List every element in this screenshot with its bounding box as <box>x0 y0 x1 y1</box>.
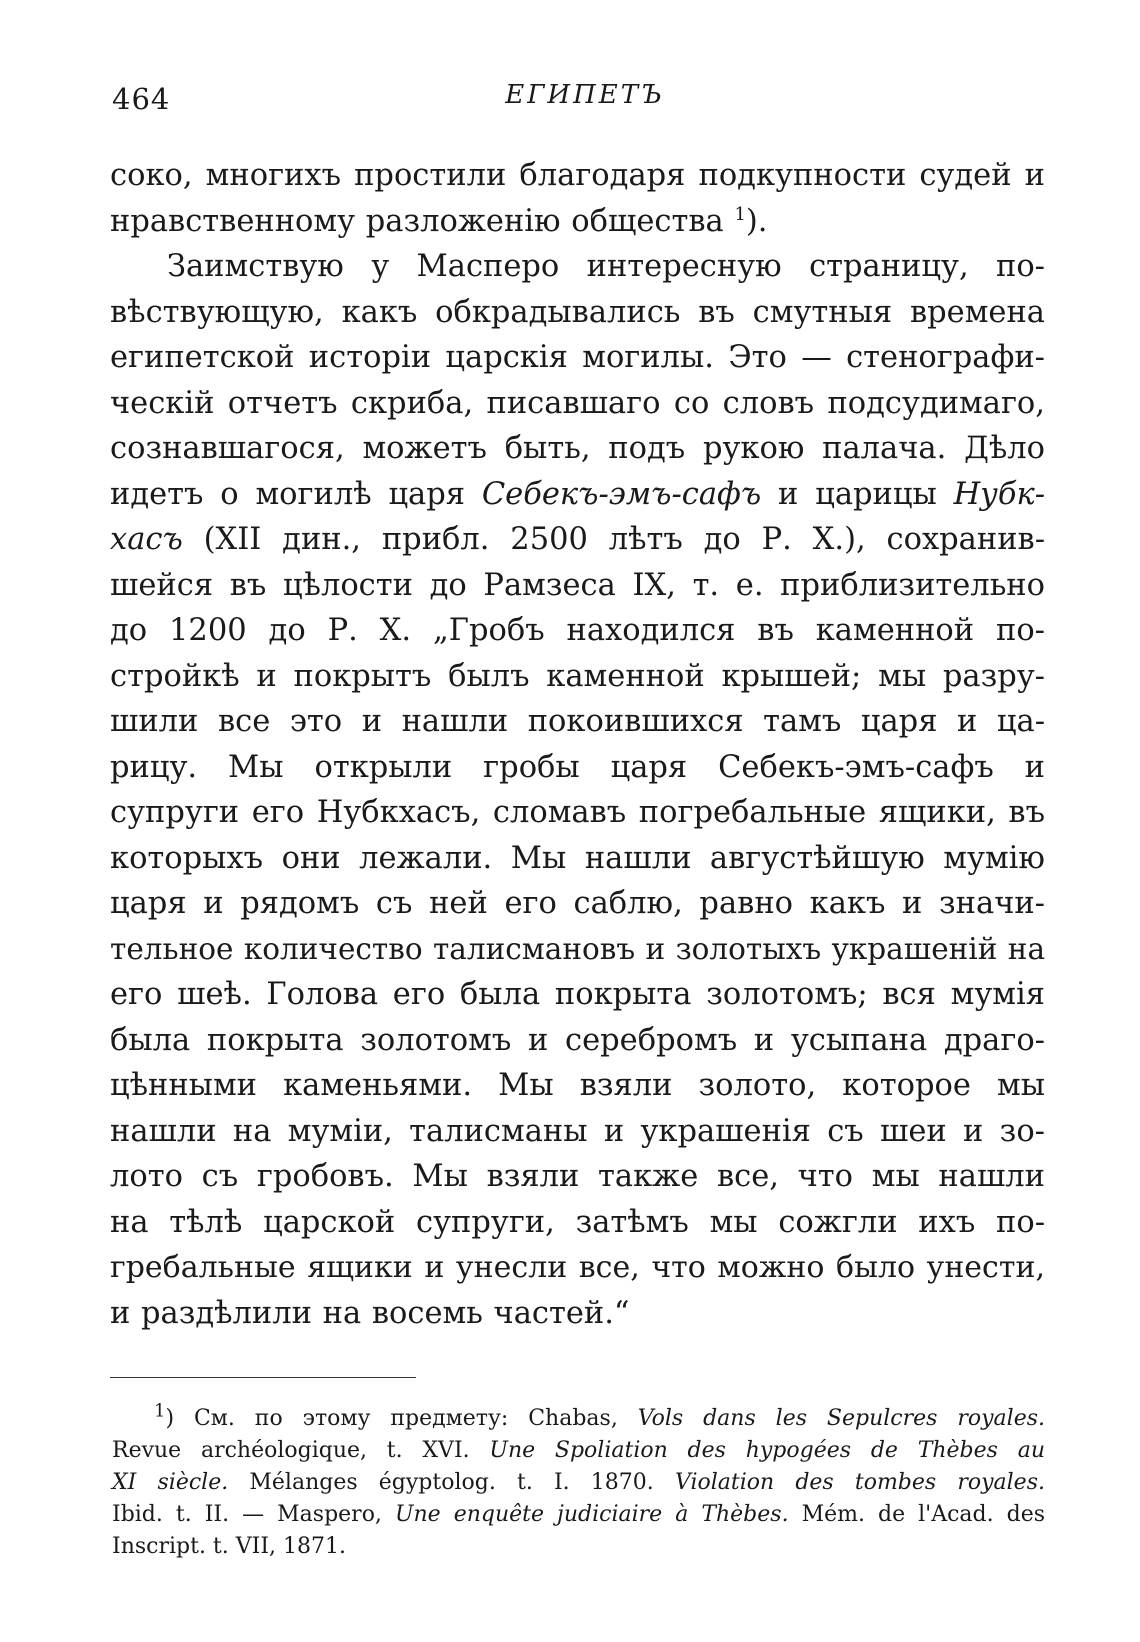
footnote-marker: 1 <box>734 203 746 225</box>
italic-name: хасъ <box>110 522 183 557</box>
text-line: стройкѣ и покрытъ былъ каменной крышей; мы разру- <box>110 658 1045 694</box>
text-line: лото съ гробовъ. Мы взяли также все, что мы нашли <box>110 1159 1045 1194</box>
footnote-marker: 1 <box>154 1400 166 1422</box>
footnote-line: $^1$) См. по этому предмету: Chabas, Vols dans les Sepulcres royales. <box>154 1400 1045 1431</box>
footnote-line: XI siècle. Mélanges égyptolog. t. I. 1870. Violation des tombes royales. <box>112 1470 1045 1495</box>
text-line: супруги его Нубкхасъ, сломавъ погребальные ящики, въ <box>110 795 1045 830</box>
running-head: ЕГИПЕТЪ <box>505 80 665 110</box>
text-line: хасъ (XII дин., прибл. 2500 лѣтъ до Р. X.), сохранив- <box>110 522 1045 557</box>
text-line: вѣствующую, какъ обкрадывались въ смутныя времена <box>110 294 1045 330</box>
footnotes <box>112 1400 1046 1563</box>
text-line: рицу. Мы открыли гробы царя Себекъ-эмъ-сафъ и <box>110 749 1045 785</box>
text-line: нашли на муміи, талисманы и украшенія съ шеи и зо- <box>110 1113 1045 1149</box>
footnote-divider <box>110 1377 416 1378</box>
text-line: тельное количество талисмановъ и золотыхъ украшеній на <box>110 931 1046 966</box>
text-line: была покрыта золотомъ и серебромъ и усыпана драго- <box>110 1022 1045 1058</box>
italic-name: Нубк- <box>953 476 1046 512</box>
text-line: гребальные ящики и унесли все, что можно было унести, <box>110 1250 1045 1285</box>
text-line: на тѣлѣ царской супруги, затѣмъ мы сожгли ихъ по- <box>110 1204 1045 1240</box>
italic-name: Себекъ-эмъ-сафъ <box>481 476 762 512</box>
body-text <box>110 153 1045 1336</box>
text-line: которыхъ они лежали. Мы нашли августѣйшую мумію <box>110 840 1045 876</box>
text-line: сознавшагося, можетъ быть, подъ рукою палача. Дѣло <box>110 431 1045 466</box>
text-line: и раздѣлили на восемь частей.“ <box>110 1295 630 1331</box>
footnote-line: Ibid. t. II. — Maspero, Une enquête judiciaire à Thèbes. Mém. de l'Acad. des <box>112 1502 1046 1527</box>
page-number: 464 <box>112 82 171 116</box>
text-line: царя и рядомъ съ ней его саблю, равно какъ и значи- <box>110 886 1045 921</box>
text-line: его шеѣ. Голова его была покрыта золотомъ; вся мумія <box>110 977 1045 1012</box>
text-line: ческій отчетъ скриба, писавшаго со словъ подсудимаго, <box>110 385 1045 421</box>
text-line: цѣнными каменьями. Мы взяли золото, которое мы <box>110 1068 1045 1103</box>
text-line: до 1200 до Р. X. „Гробъ находился въ каменной по- <box>110 613 1045 648</box>
text-line: египетской исторіи царскія могилы. Это — стенографи- <box>110 340 1045 375</box>
text-line: идетъ о могилѣ царя Себекъ-эмъ-сафъ и царицы Нубк- <box>110 476 1046 512</box>
text-line: Заимствую у Масперо интересную страницу, по- <box>167 249 1045 284</box>
text-line: соко, многихъ простили благодаря подкупности судей и <box>110 158 1045 193</box>
text-line: нравственному разложенію общества $^1$). <box>110 203 768 239</box>
footnote-line: Inscript. t. VII, 1871. <box>112 1534 346 1559</box>
text-line: шейся въ цѣлости до Рамзеса IX, т. е. приблизительно <box>110 567 1045 603</box>
footnote-line: Revue archéologique, t. XVI. Une Spoliation des hypogées de Thèbes au <box>112 1438 1045 1463</box>
text-line: шили все это и нашли покоившихся тамъ царя и ца- <box>110 704 1045 739</box>
